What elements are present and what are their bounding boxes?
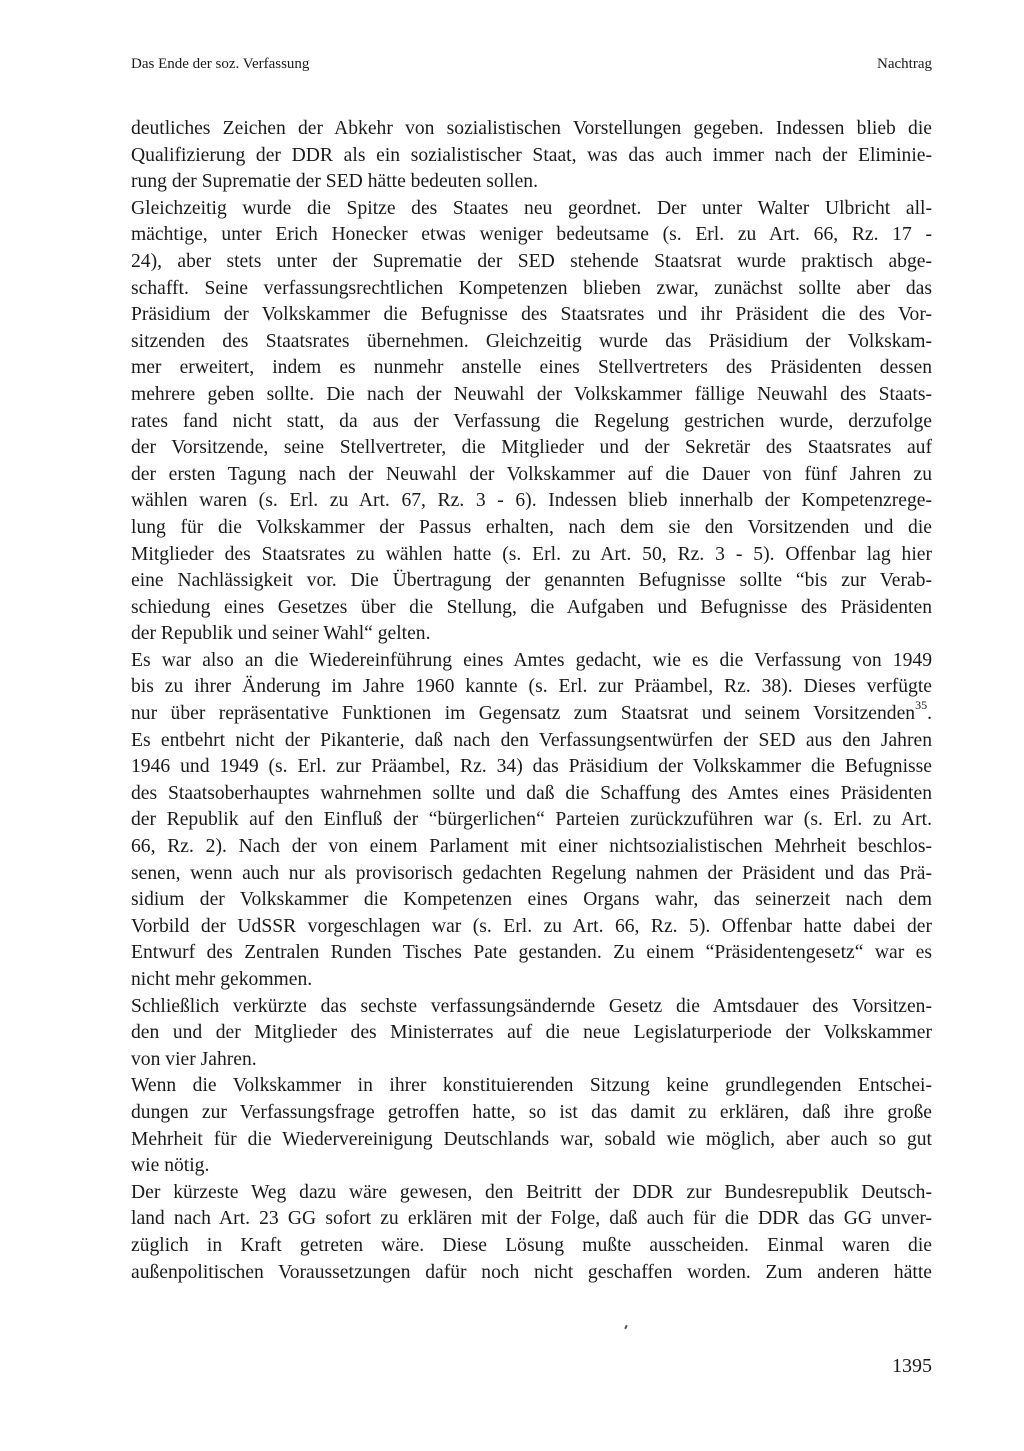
line-text: land nach Art. 23 GG sofort zu erklären mit der Folge, daß auch für die DDR das GG unver- — [131, 1208, 932, 1230]
line-text: sitzenden des Staatsrates übernehmen. Gleichzeitig wurde das Präsidium der Volkskam- — [131, 330, 932, 352]
paragraph — [131, 1180, 932, 1286]
text-line — [131, 196, 932, 223]
text-line — [131, 1020, 932, 1047]
line-text: nicht mehr gekommen. — [131, 969, 313, 990]
text-line — [131, 169, 932, 196]
text-line — [131, 355, 932, 382]
text-line — [131, 674, 932, 701]
text-line — [131, 382, 932, 409]
line-text: senen, wenn auch nur als provisorisch gedachten Regelung nahmen der Präsident und das Prä- — [131, 862, 932, 884]
text-line — [131, 143, 932, 170]
text-line — [131, 222, 932, 249]
text-line — [131, 834, 932, 861]
text-line — [131, 1153, 932, 1180]
line-text: Wenn die Volkskammer in ihrer konstituierenden Sitzung keine grundlegenden Entschei- — [131, 1075, 932, 1097]
text-line — [131, 116, 932, 143]
text-line — [131, 462, 932, 489]
text-line — [131, 807, 932, 834]
line-text: der Republik auf den Einfluß der “bürgerlichen“ Parteien zurückzuführen war (s. Erl. zu Art. — [131, 809, 932, 831]
paragraph — [131, 648, 932, 994]
text-line — [131, 994, 932, 1021]
text-line — [131, 648, 932, 675]
line-text: wählen waren (s. Erl. zu Art. 67, Rz. 3 - 6). Indessen blieb innerhalb der Kompetenzrege- — [131, 490, 932, 512]
text-line — [131, 542, 932, 569]
text-line — [131, 940, 932, 967]
line-text: der ersten Tagung nach der Neuwahl der Volkskammer auf die Dauer von fünf Jahren zu — [131, 463, 932, 485]
text-line — [131, 276, 932, 303]
line-text: rates fand nicht statt, da aus der Verfassung die Regelung gestrichen wurde, derzufolge — [131, 410, 932, 432]
text-line — [131, 1180, 932, 1207]
line-text: Qualifizierung der DDR als ein sozialistischer Staat, was das auch immer nach der Eliminie- — [131, 144, 932, 166]
line-text: 24), aber stets unter der Suprematie der SED stehende Staatsrat wurde praktisch abge- — [131, 250, 932, 272]
line-text: Entwurf des Zentralen Runden Tisches Pate gestanden. Zu einem “Präsidentengesetz“ war es — [131, 942, 932, 964]
text-line — [131, 861, 932, 888]
line-text: Es entbehrt nicht der Pikanterie, daß nach den Verfassungsentwürfen der SED aus den Jahren — [131, 729, 932, 751]
line-text: rung der Suprematie der SED hätte bedeuten sollen. — [131, 171, 538, 193]
line-text: sidium der Volkskammer die Kompetenzen eines Organs wahr, das seinerzeit nach dem — [131, 889, 932, 911]
text-line — [131, 435, 932, 462]
text-line — [131, 302, 932, 329]
text-line — [131, 1073, 932, 1100]
line-text: Schließlich verkürzte das sechste verfassungsändernde Gesetz die Amtsdauer des Vorsitzen- — [131, 995, 932, 1017]
text-line — [131, 488, 932, 515]
line-text: wie nötig. — [131, 1155, 210, 1177]
line-text: nur über repräsentative Funktionen im Gegensatz zum Staatsrat und seinem Vorsitzenden — [131, 703, 916, 725]
text-line — [131, 1206, 932, 1233]
line-text: bis zu ihrer Änderung im Jahre 1960 kannte (s. Erl. zur Präambel, Rz. 38). Dieses verfügte — [131, 676, 932, 698]
line-text: außenpolitischen Voraussetzungen dafür noch nicht geschaffen worden. Zum anderen hätte — [131, 1261, 932, 1283]
text-line — [131, 698, 932, 728]
text-line — [131, 914, 932, 941]
line-text: den und der Mitglieder des Ministerrates auf die neue Legislaturperiode der Volkskammer — [131, 1022, 932, 1044]
paragraph — [131, 116, 932, 196]
line-text: des Staatsoberhauptes wahrnehmen sollte und daß die Schaffung des Amtes eines Präsidenten — [131, 782, 932, 804]
line-text: eine Nachlässigkeit vor. Die Übertragung der genannten Befugnisse sollte “bis zur Verab- — [131, 570, 932, 592]
line-text: züglich in Kraft getreten wäre. Diese Lösung mußte ausscheiden. Einmal waren die — [131, 1234, 932, 1256]
text-line — [131, 249, 932, 276]
footnote-marker: 35 — [915, 698, 928, 713]
line-text: dungen zur Verfassungsfrage getroffen hatte, so ist das damit zu erklären, daß ihre große — [131, 1101, 932, 1123]
line-text: schiedung eines Gesetzes über die Stellung, die Aufgaben und Befugnisse des Präsidenten — [131, 596, 932, 618]
text-line — [131, 409, 932, 436]
text-line — [131, 754, 932, 781]
line-text: Vorbild der UdSSR vorgeschlagen war (s. Erl. zu Art. 66, Rz. 5). Offenbar hatte dabei der — [131, 915, 932, 937]
text-line — [131, 1127, 932, 1154]
footnote-trailing-punctuation: . — [927, 703, 932, 725]
text-line — [131, 1047, 932, 1074]
text-line — [131, 621, 932, 648]
line-text: Es war also an die Wiedereinführung eines Amtes gedacht, wie es die Verfassung von 1949 — [131, 649, 932, 671]
line-text: von vier Jahren. — [131, 1048, 257, 1070]
line-text: Gleichzeitig wurde die Spitze des Staates neu geordnet. Der unter Walter Ulbricht all- — [131, 197, 932, 219]
line-text: 1946 und 1949 (s. Erl. zur Präambel, Rz. 34) das Präsidium der Volkskammer die Befugnisse — [131, 756, 932, 778]
line-text: Mitglieder des Staatsrates zu wählen hatte (s. Erl. zu Art. 50, Rz. 3 - 5). Offenbar lag hier — [131, 543, 932, 565]
line-text: Der kürzeste Weg dazu wäre gewesen, den Beitritt der DDR zur Bundesrepublik Deutsch- — [131, 1181, 932, 1203]
text-line — [131, 781, 932, 808]
body-text — [131, 116, 932, 1286]
running-head — [131, 56, 932, 78]
line-text: der Vorsitzende, seine Stellvertreter, die Mitglieder und der Sekretär des Staatsrates auf — [131, 437, 932, 459]
paragraph — [131, 1073, 932, 1179]
text-line — [131, 515, 932, 542]
line-text: deutliches Zeichen der Abkehr von sozialistischen Vorstellungen gegeben. Indessen blieb die — [131, 118, 932, 139]
scan-speck — [624, 1325, 628, 1329]
line-text: 66, Rz. 2). Nach der von einem Parlament mit einer nichtsozialistischen Mehrheit beschlos- — [131, 836, 932, 858]
paragraph — [131, 994, 932, 1074]
line-text: mer erweitert, indem es nunmehr anstelle eines Stellvertreters des Präsidenten dessen — [131, 357, 932, 379]
line-text: Präsidium der Volkskammer die Befugnisse des Staatsrates und ihr Präsident die des Vor- — [131, 304, 932, 326]
line-text: mehrere geben sollte. Die nach der Neuwahl der Volkskammer fällige Neuwahl des Staats- — [131, 383, 932, 405]
text-line — [131, 1100, 932, 1127]
text-line — [131, 329, 932, 356]
line-text: schafft. Seine verfassungsrechtlichen Kompetenzen blieben zwar, zunächst sollte aber das — [131, 277, 932, 299]
paragraph — [131, 196, 932, 648]
text-line — [131, 728, 932, 755]
running-head-title: Das Ende der soz. Verfassung — [131, 56, 310, 72]
line-text: Mehrheit für die Wiedervereinigung Deutschlands war, sobald wie möglich, aber auch so gut — [131, 1128, 932, 1150]
line-text: lung für die Volkskammer der Passus erhalten, nach dem sie den Vorsitzenden und die — [131, 516, 932, 538]
text-line — [131, 887, 932, 914]
text-line — [131, 1233, 932, 1260]
text-line — [131, 1260, 932, 1287]
text-line — [131, 595, 932, 622]
running-head-section: Nachtrag — [877, 56, 932, 72]
text-line — [131, 568, 932, 595]
page-number: 1395 — [892, 1355, 932, 1377]
text-line — [131, 967, 932, 994]
line-text: mächtige, unter Erich Honecker etwas weniger bedeutsame (s. Erl. zu Art. 66, Rz. 17 - — [131, 224, 932, 246]
line-text: der Republik und seiner Wahl“ gelten. — [131, 623, 431, 645]
